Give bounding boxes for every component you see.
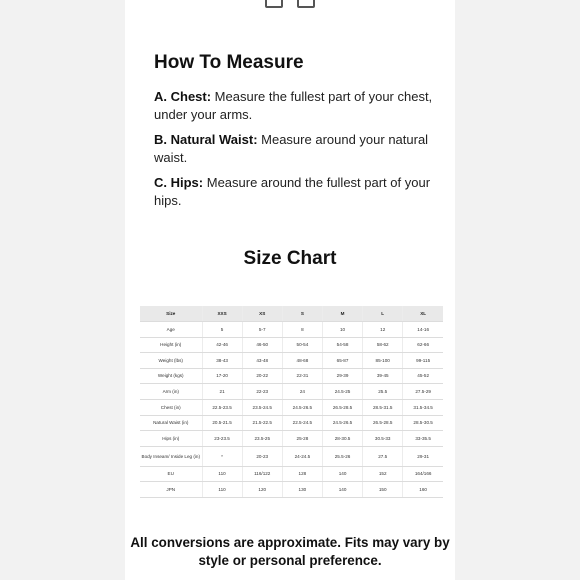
- table-cell: 54-58: [322, 337, 362, 353]
- table-cell: 62-66: [403, 337, 443, 353]
- image-carousel-indicators: [263, 0, 323, 6]
- size-chart-title: Size Chart: [243, 248, 337, 269]
- table-cell: 99-115: [403, 353, 443, 369]
- row-label: Height (in): [140, 337, 202, 353]
- carousel-indicator-icon[interactable]: [297, 0, 315, 8]
- table-cell: 24.5-26.5: [282, 399, 322, 415]
- table-cell: 116/122: [242, 466, 282, 482]
- row-label: Weight (kgs): [140, 368, 202, 384]
- size-header-xxs: XXS: [202, 306, 242, 322]
- table-cell: 20.5-21.5: [202, 415, 242, 431]
- table-cell: 30.5-33: [363, 431, 403, 447]
- table-cell: 120: [242, 482, 282, 498]
- table-cell: 33-35.5: [403, 431, 443, 447]
- table-cell: 45-52: [403, 368, 443, 384]
- table-cell: 46-50: [242, 337, 282, 353]
- conversion-disclaimer: All conversions are approximate. Fits may vary by style or personal preference.: [130, 535, 450, 568]
- table-cell: 23.5-24.5: [242, 399, 282, 415]
- table-cell: 14-16: [403, 322, 443, 338]
- table-cell: 17-20: [202, 368, 242, 384]
- measure-item-chest: [154, 88, 434, 124]
- table-cell: 25.5: [363, 384, 403, 400]
- table-row: [140, 353, 443, 369]
- table-cell: 29-39: [322, 368, 362, 384]
- table-cell: 152: [363, 466, 403, 482]
- table-cell: 24.5-26.5: [322, 415, 362, 431]
- row-label: Hips (in): [140, 431, 202, 447]
- table-cell: 48-68: [282, 353, 322, 369]
- carousel-indicator-icon[interactable]: [265, 0, 283, 8]
- how-to-measure-section: [154, 52, 434, 217]
- table-cell: 24.5-25: [322, 384, 362, 400]
- size-header-xs: XS: [242, 306, 282, 322]
- measure-item-text: Measure around your natural waist.: [154, 132, 429, 165]
- table-cell: 20-23: [242, 446, 282, 466]
- measure-item-text: Measure around the fullest part of your hips.: [154, 175, 431, 208]
- row-label: Age: [140, 322, 202, 338]
- table-cell: 25-28: [282, 431, 322, 447]
- row-label: JPN: [140, 482, 202, 498]
- measure-item-label: B. Natural Waist:: [154, 132, 258, 147]
- table-cell: 85-100: [363, 353, 403, 369]
- product-detail-page: [125, 0, 455, 580]
- table-cell: 65-87: [322, 353, 362, 369]
- table-cell: 140: [322, 466, 362, 482]
- table-cell: 23.5-25: [242, 431, 282, 447]
- row-label: Body Inseam/ Inside Leg (in): [140, 446, 202, 466]
- table-cell: 27.5-29: [403, 384, 443, 400]
- table-cell: 26.5-28.5: [363, 415, 403, 431]
- measure-item-label: A. Chest:: [154, 89, 212, 104]
- table-cell: 50-54: [282, 337, 322, 353]
- table-cell: 39-45: [363, 368, 403, 384]
- table-cell: 12: [363, 322, 403, 338]
- table-cell: 128: [282, 466, 322, 482]
- table-cell: 130: [282, 482, 322, 498]
- table-row: [140, 322, 443, 338]
- table-cell: 21.5-22.5: [242, 415, 282, 431]
- row-label: Weight (lbs): [140, 353, 202, 369]
- table-cell: 164/166: [403, 466, 443, 482]
- measure-item-hips: [154, 174, 434, 210]
- size-chart-table: [140, 306, 443, 498]
- table-cell: 24: [282, 384, 322, 400]
- table-cell: 150: [363, 482, 403, 498]
- table-row: [140, 415, 443, 431]
- table-row: [140, 482, 443, 498]
- table-cell: 26.5-28.5: [322, 399, 362, 415]
- table-cell: 5-7: [242, 322, 282, 338]
- row-label: EU: [140, 466, 202, 482]
- table-row: [140, 446, 443, 466]
- table-cell: 8: [282, 322, 322, 338]
- table-cell: 140: [322, 482, 362, 498]
- table-cell: 58-62: [363, 337, 403, 353]
- table-row: [140, 399, 443, 415]
- table-cell: 28-30.5: [322, 431, 362, 447]
- table-row: [140, 368, 443, 384]
- table-cell: 25.5-26: [322, 446, 362, 466]
- table-cell: 20-22: [242, 368, 282, 384]
- table-cell: 22-23: [242, 384, 282, 400]
- table-cell: 43-48: [242, 353, 282, 369]
- table-row: [140, 337, 443, 353]
- table-cell: 110: [202, 466, 242, 482]
- how-to-measure-title: How To Measure: [154, 52, 304, 73]
- table-cell: 22.5-24.5: [282, 415, 322, 431]
- table-cell: 28.5-31.5: [363, 399, 403, 415]
- table-row: [140, 466, 443, 482]
- size-header-xl: XL: [403, 306, 443, 322]
- table-cell: 23-23.5: [202, 431, 242, 447]
- size-chart-body: [140, 322, 443, 498]
- table-cell: 10: [322, 322, 362, 338]
- table-cell: 22-31: [282, 368, 322, 384]
- size-column-header: Size: [140, 306, 202, 322]
- row-label: Chest (in): [140, 399, 202, 415]
- row-label: Natural Waist (in): [140, 415, 202, 431]
- size-header-m: M: [322, 306, 362, 322]
- table-cell: 28.5-30.5: [403, 415, 443, 431]
- row-label: Arm (in): [140, 384, 202, 400]
- measure-item-text: Measure the fullest part of your chest, under your arms.: [154, 89, 433, 122]
- table-cell: 29-31: [403, 446, 443, 466]
- measure-item-waist: [154, 131, 434, 167]
- size-header-l: L: [363, 306, 403, 322]
- table-cell: 42-46: [202, 337, 242, 353]
- table-cell: 22.5-23.5: [202, 399, 242, 415]
- table-cell: 27.5: [363, 446, 403, 466]
- table-cell: 21: [202, 384, 242, 400]
- table-cell: 5: [202, 322, 242, 338]
- table-cell: 38-43: [202, 353, 242, 369]
- size-chart-header-row: [140, 306, 443, 322]
- table-cell: 110: [202, 482, 242, 498]
- table-row: [140, 431, 443, 447]
- table-cell: 24-24.5: [282, 446, 322, 466]
- table-cell: 160: [403, 482, 443, 498]
- size-header-s: S: [282, 306, 322, 322]
- table-cell: *: [202, 446, 242, 466]
- measure-item-label: C. Hips:: [154, 175, 204, 190]
- table-row: [140, 384, 443, 400]
- table-cell: 31.5-34.5: [403, 399, 443, 415]
